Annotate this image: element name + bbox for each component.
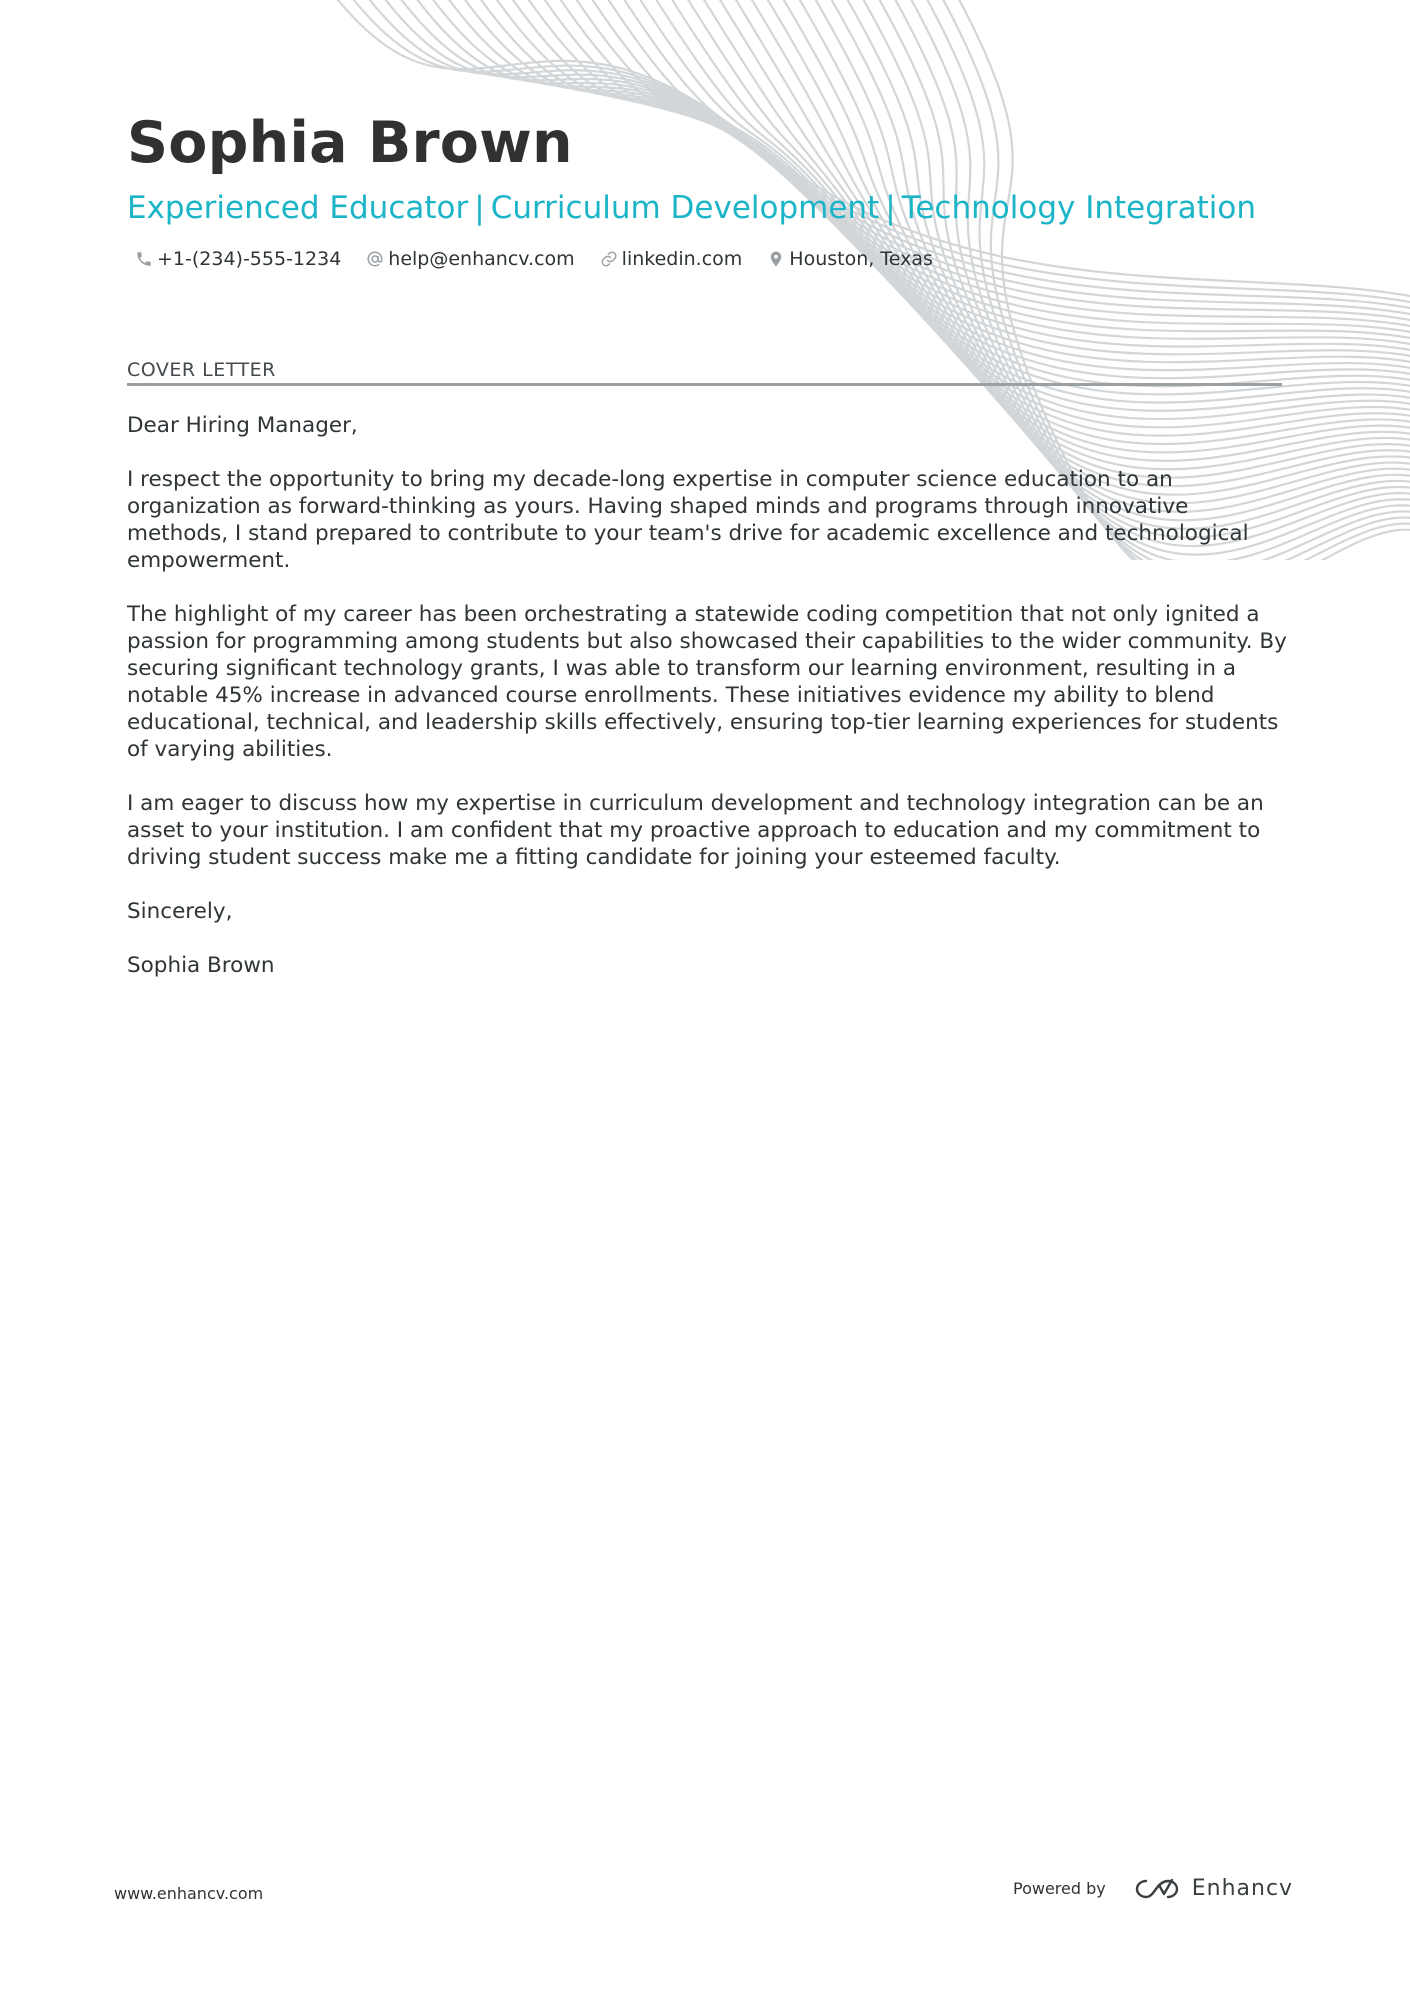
brand-name: Enhancv [1191, 1876, 1294, 1901]
candidate-name: Sophia Brown [127, 110, 573, 176]
footer-branding[interactable] [1013, 1876, 1293, 1901]
contact-email[interactable] [366, 246, 574, 272]
cover-letter-body [127, 412, 1292, 1006]
professional-title [127, 188, 1287, 228]
title-part-2: Curriculum Development [490, 190, 880, 226]
section-heading-cover-letter: COVER LETTER [127, 358, 1282, 386]
contact-info [127, 246, 1287, 272]
powered-by-label: Powered by [1013, 1879, 1106, 1898]
location-pin-icon [767, 250, 785, 268]
link-text: linkedin.com [621, 248, 743, 270]
letter-greeting: Dear Hiring Manager, [127, 413, 358, 438]
title-part-1: Experienced Educator [127, 190, 469, 226]
letter-paragraph: I respect the opportunity to bring my decade-long expertise in computer science education to an organization as forward-thinking as yours. Having shaped minds and programs through innovative methods, I stand prepared to contribute to your team's drive for academic excellence and technological empowerment. [127, 467, 1249, 573]
at-sign-icon [366, 250, 384, 268]
contact-phone[interactable] [127, 246, 341, 272]
contact-link[interactable] [600, 246, 743, 272]
enhancv-logo-icon [1134, 1877, 1180, 1901]
contact-location [767, 246, 933, 272]
title-separator: | [474, 190, 485, 226]
title-separator: | [885, 190, 896, 226]
letter-paragraph: I am eager to discuss how my expertise in curriculum development and technology integration can be an asset to your institution. I am confident that my proactive approach to education and my commitment to driving student success make me a fitting candidate for joining your esteemed faculty. [127, 791, 1264, 870]
footer-website-link[interactable]: www.enhancv.com [114, 1884, 264, 1903]
letter-closing: Sincerely, [127, 899, 233, 924]
phone-icon [135, 250, 153, 268]
phone-text: +1-(234)-555-1234 [157, 248, 342, 270]
email-text: help@enhancv.com [388, 248, 575, 270]
resume-header [127, 108, 1287, 272]
letter-paragraph: The highlight of my career has been orchestrating a statewide coding competition that not only ignited a passion for programming among students but also showcased their capabilities to the wider community. By securing significant technology grants, I was able to transform our learning environment, resulting in a notable 45% increase in advanced course enrollments. These initiatives evidence my ability to blend educational, technical, and leadership skills effectively, ensuring top-tier learning experiences for students of varying abilities. [127, 602, 1287, 762]
location-text: Houston, Texas [789, 248, 933, 270]
link-icon [600, 250, 618, 268]
letter-signature: Sophia Brown [127, 953, 275, 978]
title-part-3: Technology Integration [901, 190, 1257, 226]
